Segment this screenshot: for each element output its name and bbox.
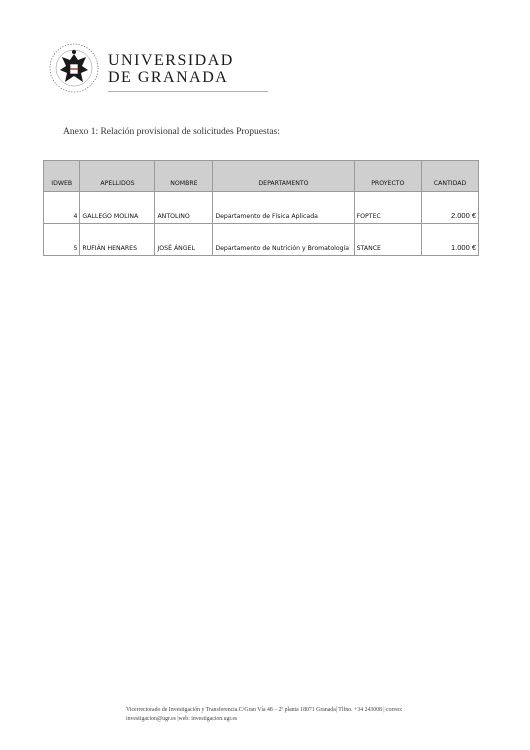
col-header-nombre: NOMBRE [155,161,213,192]
cell-cantidad: 2.000 € [422,192,479,224]
cell-nombre: JOSÉ ÁNGEL [155,224,213,256]
col-header-proyecto: PROYECTO [354,161,421,192]
cell-idweb: 5 [44,224,80,256]
table-row [44,192,479,224]
letterhead [48,40,234,96]
col-header-departamento: DEPARTAMENTO [213,161,354,192]
footer-address: Vicerrectorado de Investigación y Transferencia.C/Gran Vía 48 – 2ª planta 18071 Granada| Tlfno. +34 243008 | correo: [126,707,403,713]
annex-title: Anexo 1: Relación provisional de solicitudes Propuestas: [63,127,280,137]
university-name-line1: UNIVERSIDAD [108,52,234,69]
cell-departamento: Departamento de Nutrición y Bromatología [213,224,354,256]
table-row [44,224,479,256]
cell-cantidad: 1.000 € [422,224,479,256]
table-header-row [44,161,479,192]
university-name-line2: DE GRANADA [108,69,229,86]
cell-proyecto: FOPTEC [354,192,421,224]
university-seal-icon [48,40,100,96]
col-header-idweb: IDWEB [44,161,80,192]
header-divider [108,91,268,92]
page-footer [126,706,486,724]
cell-departamento: Departamento de Física Aplicada [213,192,354,224]
cell-nombre: ANTOLINO [155,192,213,224]
footer-contact: investigacion@ugr.es |web: investigacion.ugr.es [126,716,238,722]
cell-apellidos: RUFIÁN HENARES [80,224,155,256]
col-header-apellidos: APELLIDOS [80,161,155,192]
cell-apellidos: GALLEGO MOLINA [80,192,155,224]
cell-idweb: 4 [44,192,80,224]
cell-proyecto: STANCE [354,224,421,256]
applications-table [43,160,479,256]
university-name [108,52,234,86]
col-header-cantidad: CANTIDAD [422,161,479,192]
